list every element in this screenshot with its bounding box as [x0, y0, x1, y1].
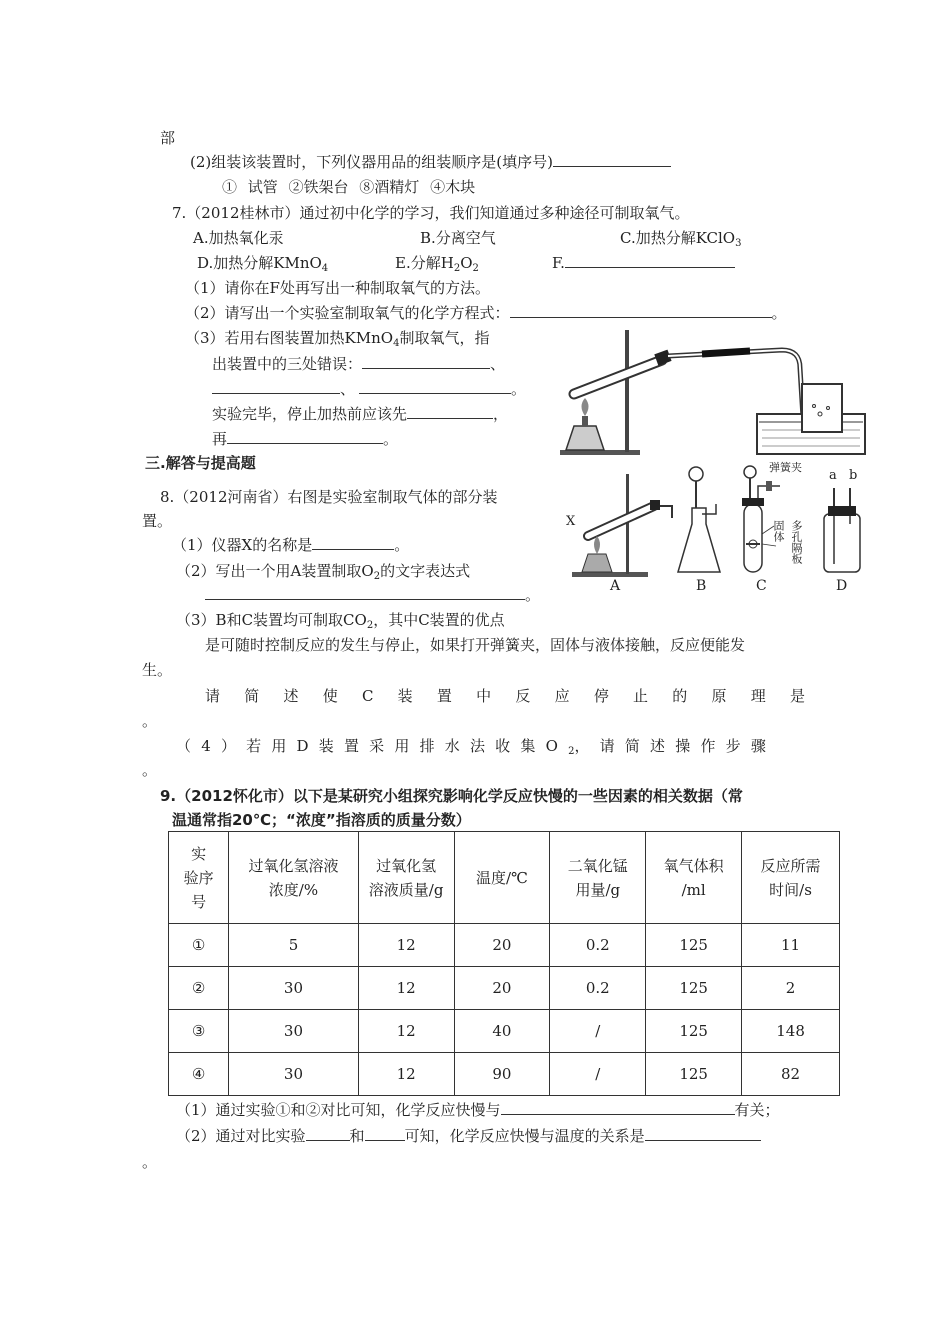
q7-option-a: A.加热氧化汞 — [193, 229, 284, 247]
table-header-text: 时间/s — [769, 880, 812, 899]
table-header-text: 过氧化氢 — [376, 856, 437, 875]
table-header-text: 过氧化氢溶液 — [248, 856, 339, 875]
q8-expression-blank[interactable] — [205, 585, 525, 600]
q8-sub4-end: ，请简述操作步骤 — [574, 737, 777, 755]
q7-option-f — [552, 253, 735, 273]
table-cell: 20 — [454, 924, 550, 967]
table-row — [169, 924, 840, 967]
table-cell: 0.2 — [550, 924, 646, 967]
q9-sub1-end: 有关； — [734, 1101, 780, 1119]
q9-sub2-c: 可知，化学反应快慢与温度的关系是 — [404, 1127, 645, 1145]
q6-answer-blank[interactable] — [553, 152, 671, 167]
table-cell: 12 — [358, 967, 454, 1010]
q7-sub3-line3 — [212, 379, 526, 399]
q9-sub2 — [176, 1126, 761, 1146]
table-cell: 30 — [229, 1053, 358, 1096]
q7-error1-blank[interactable] — [362, 354, 490, 369]
table-header-text: /ml — [681, 880, 706, 899]
q8-instrument-blank[interactable] — [312, 535, 394, 550]
table-cell: ② — [169, 967, 229, 1010]
q8-sub3-line4-char: 置 — [436, 687, 452, 705]
table-header-text: 反应所需 — [760, 856, 821, 875]
q7-option-d-sub: 4 — [321, 263, 329, 274]
table-header-text: 温度/℃ — [476, 868, 528, 887]
q7-sub3-line2 — [212, 354, 505, 374]
table-header-text: 氧气体积 — [663, 856, 724, 875]
q8-sub3-line5: 。 — [142, 712, 158, 730]
table-header-text: 浓度/% — [268, 880, 319, 899]
q7-option-e-sub1: 2 — [453, 263, 461, 274]
q8-sub3-line4-char: 是 — [789, 687, 805, 705]
q7-equation-blank[interactable] — [510, 303, 772, 318]
q9-sub2-line2: 。 — [142, 1153, 158, 1171]
q7-sub3-line5 — [212, 429, 398, 449]
label-a-port: a — [829, 468, 837, 483]
q7-option-d-text: D.加热分解KMnO — [197, 254, 322, 272]
table-cell: 125 — [646, 1010, 742, 1053]
table-cell: 0.2 — [550, 967, 646, 1010]
table-cell: 125 — [646, 1053, 742, 1096]
q7-sub3-line3-end: 。 — [511, 380, 527, 398]
table-row — [169, 967, 840, 1010]
q7-sub1: （1）请你在F处再写出一种制取氧气的方法。 — [185, 279, 490, 297]
table-cell: 30 — [229, 967, 358, 1010]
q7-sub3-line4 — [212, 404, 508, 424]
q9-sub2-a: （2）通过对比实验 — [176, 1127, 306, 1145]
q6-sub2-text: (2)组装该装置时，下列仪器用品的组装顺序是(填序号) — [190, 153, 553, 171]
label-solid: 固体 — [772, 520, 785, 542]
q7-step2-blank[interactable] — [227, 429, 383, 444]
gas-apparatus-figure — [566, 461, 866, 594]
q7-option-c — [620, 228, 741, 254]
label-b-port: b — [849, 468, 858, 483]
q7-sub3-line2-end: 、 — [490, 355, 506, 373]
q8-sub3-line4-char: 理 — [750, 687, 766, 705]
q8-sub3-line4-char: 止 — [633, 687, 649, 705]
q7-sub2-end: 。 — [771, 304, 787, 322]
table-cell: 5 — [229, 924, 358, 967]
table-header-cell — [358, 832, 454, 924]
q7-sub3-line3-sep: 、 — [340, 380, 356, 398]
table-header-cell — [646, 832, 742, 924]
q8-sub4 — [176, 736, 816, 762]
label-apparatus-c: C — [756, 578, 767, 594]
q7-option-e-mid: O — [460, 254, 473, 272]
table-cell: 40 — [454, 1010, 550, 1053]
q7-option-e-sub2: 2 — [472, 263, 479, 274]
q9-exp2-blank[interactable] — [365, 1126, 405, 1141]
q7-sub3 — [185, 328, 489, 354]
table-header-cell — [742, 832, 840, 924]
q9-factor-blank[interactable] — [501, 1100, 735, 1115]
table-cell: 90 — [454, 1053, 550, 1096]
q7-step1-blank[interactable] — [407, 404, 493, 419]
table-cell: ① — [169, 924, 229, 967]
q8-sub1 — [172, 535, 409, 555]
table-header-row — [169, 832, 840, 924]
table-cell: 12 — [358, 924, 454, 967]
q7-error2-blank[interactable] — [212, 379, 340, 394]
q8-sub3-line4-char: 使 — [322, 687, 338, 705]
q9-sub1 — [176, 1100, 780, 1120]
table-cell: 148 — [742, 1010, 840, 1053]
table-cell: / — [550, 1053, 646, 1096]
q8-sub1-text: （1）仪器X的名称是 — [172, 536, 313, 554]
table-cell: ③ — [169, 1010, 229, 1053]
table-header-text: 号 — [191, 892, 207, 911]
q8-sub3-line4-char: C — [361, 687, 374, 705]
table-cell: 12 — [358, 1053, 454, 1096]
q7-option-f-text: F. — [552, 254, 565, 272]
q8-sub3-text: （3）B和C装置均可制取CO — [176, 611, 367, 629]
q7-option-c-text: C.加热分解KClO — [620, 229, 736, 247]
label-apparatus-b: B — [696, 578, 707, 594]
q8-sub3-line4 — [205, 686, 805, 706]
q8-sub2-sub: 2 — [373, 571, 381, 582]
q7-title: 7.（2012桂林市）通过初中化学的学习，我们知道通过多种途径可制取氧气。 — [172, 204, 690, 222]
q8-sub2-end: 的文字表达式 — [380, 562, 471, 580]
q7-sub3-line5-text: 再 — [212, 430, 228, 448]
q7-option-b: B.分离空气 — [420, 229, 496, 247]
label-apparatus-a: A — [610, 578, 621, 594]
q8-sub2-line2-end: 。 — [525, 586, 541, 604]
table-cell: 12 — [358, 1010, 454, 1053]
q8-sub3-sub: 2 — [366, 620, 374, 631]
table-row — [169, 1010, 840, 1053]
q7-sub3-b: 制取氧气，指 — [399, 329, 490, 347]
q6-sub2 — [190, 152, 671, 172]
q9-sub1-text: （1）通过实验①和②对比可知，化学反应快慢与 — [176, 1101, 501, 1119]
table-header-text: 用量/g — [575, 880, 621, 899]
table-cell: / — [550, 1010, 646, 1053]
q8-sub2-line2 — [205, 585, 540, 605]
section-heading: 三.解答与提高题 — [145, 454, 256, 472]
q7-sub3-line4-text: 实验完毕，停止加热前应该先 — [212, 405, 408, 423]
table-row — [169, 1053, 840, 1096]
q8-sub3-line4-char: 应 — [554, 687, 570, 705]
q8-sub3 — [176, 610, 505, 636]
q8-sub1-end: 。 — [394, 536, 410, 554]
q8-sub3-line4-char: 的 — [672, 687, 688, 705]
q8-title-cont: 置。 — [142, 512, 173, 530]
q7-sub3-a: （3）若用右图装置加热KMnO — [185, 329, 394, 347]
q7-sub3-a-sub: 4 — [393, 338, 400, 349]
q7-option-e — [395, 253, 479, 279]
q8-sub3-line4-char: 原 — [711, 687, 727, 705]
q7-error3-blank[interactable] — [359, 379, 511, 394]
table-cell: 2 — [742, 967, 840, 1010]
label-porous-plate: 多孔隔板 — [790, 520, 803, 564]
table-cell: 20 — [454, 967, 550, 1010]
table-header-cell — [229, 832, 358, 924]
q7-option-e-text: E.分解H — [395, 254, 454, 272]
q8-sub3-line4-char: 述 — [283, 687, 299, 705]
q6-options: ① 试管 ②铁架台 ⑧酒精灯 ④木块 — [222, 178, 476, 196]
q8-sub4-text: （4）若用D装置采用排水法收集O — [176, 737, 569, 755]
q7-option-f-blank[interactable] — [565, 253, 735, 268]
q7-sub3-line5-end: 。 — [383, 430, 399, 448]
q8-sub3-line4-char: 停 — [593, 687, 609, 705]
q7-option-c-sub: 3 — [735, 238, 742, 249]
q9-exp1-blank[interactable] — [306, 1126, 350, 1141]
q8-sub3-line4-char: 简 — [244, 687, 260, 705]
q8-sub3-line3: 生。 — [142, 661, 173, 679]
page-fragment: 部 — [160, 129, 176, 147]
label-x: X — [566, 514, 576, 529]
q8-sub3-line4-char: 中 — [476, 687, 492, 705]
q8-sub3-line4-char: 请 — [205, 687, 221, 705]
table-cell: 82 — [742, 1053, 840, 1096]
table-cell: 125 — [646, 967, 742, 1010]
table-cell: 30 — [229, 1010, 358, 1053]
table-header-text: 验序 — [183, 868, 214, 887]
table-header-text: 二氧化锰 — [567, 856, 628, 875]
q7-option-d — [197, 253, 328, 279]
q7-sub3-line4-end: ， — [493, 405, 509, 423]
q9-title-line2: 温通常指20℃；“浓度”指溶质的质量分数） — [172, 811, 471, 829]
table-header-text: 实 — [191, 844, 207, 863]
table-header-cell — [550, 832, 646, 924]
label-spring-clip: 弹簧夹 — [769, 461, 802, 474]
gas-apparatus-drawing — [566, 464, 866, 594]
q9-relation-blank[interactable] — [645, 1126, 761, 1141]
q7-sub3-line2-text: 出装置中的三处错误： — [212, 355, 363, 373]
table-header-text: 溶液质量/g — [368, 880, 444, 899]
q9-title-line1: 9.（2012怀化市）以下是某研究小组探究影响化学反应快慢的一些因素的相关数据（常 — [160, 787, 743, 805]
q9-sub2-b: 和 — [349, 1127, 365, 1145]
table-header-cell — [454, 832, 550, 924]
table-header-cell — [169, 832, 229, 924]
experiment-table — [168, 831, 840, 1096]
q8-sub3-line4-char: 装 — [397, 687, 413, 705]
q8-sub2-text: （2）写出一个用A装置制取O — [176, 562, 374, 580]
q7-sub2 — [185, 303, 787, 323]
q8-sub3-line4-char: 反 — [515, 687, 531, 705]
q8-title: 8.（2012河南省）右图是实验室制取气体的部分装 — [160, 488, 498, 506]
q8-sub4-sub: 2 — [568, 746, 575, 757]
q8-sub3-end: ，其中C装置的优点 — [373, 611, 505, 629]
label-apparatus-d: D — [836, 578, 848, 594]
table-cell: ④ — [169, 1053, 229, 1096]
q8-sub3-line2: 是可随时控制反应的发生与停止，如果打开弹簧夹，固体与液体接触，反应便能发 — [205, 636, 746, 654]
q7-sub2-text: （2）请写出一个实验室制取氧气的化学方程式： — [185, 304, 510, 322]
oxygen-apparatus-figure — [552, 322, 868, 458]
table-cell: 125 — [646, 924, 742, 967]
table-cell: 11 — [742, 924, 840, 967]
q8-sub4-line2: 。 — [142, 761, 158, 779]
q8-sub2 — [176, 561, 470, 587]
